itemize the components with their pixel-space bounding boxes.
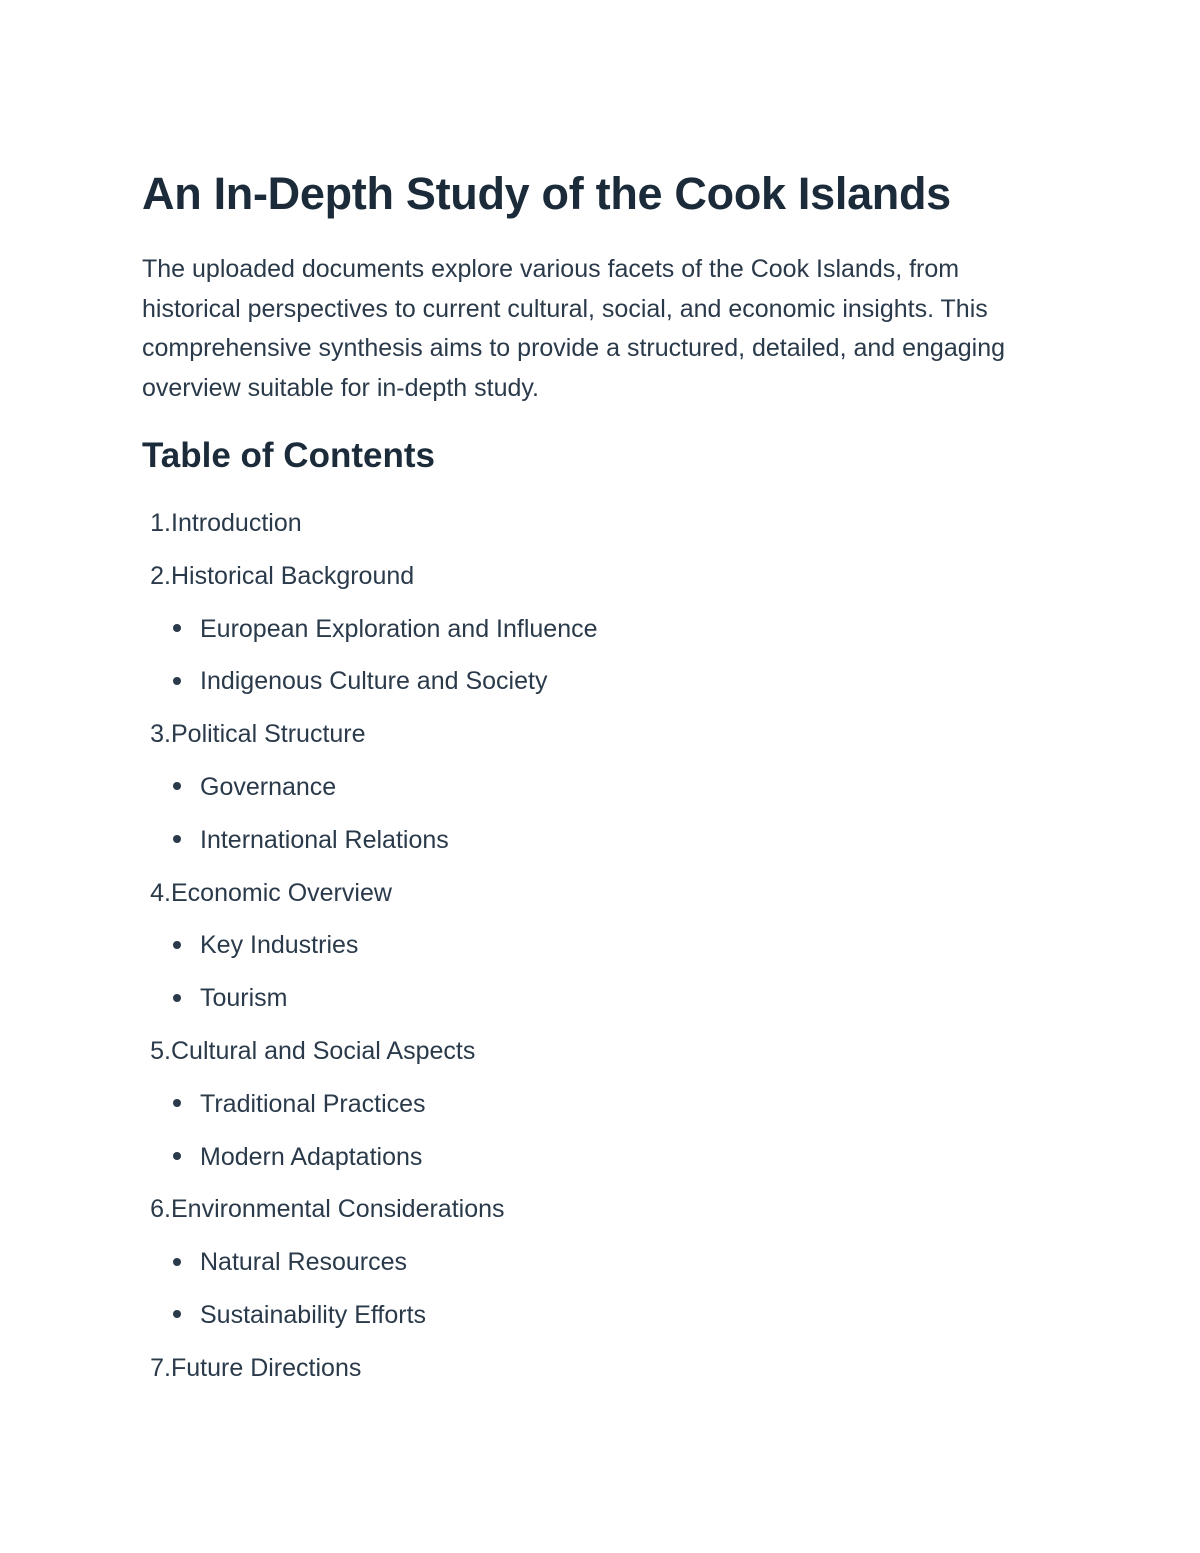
bullet-icon <box>173 677 181 685</box>
bullet-icon <box>173 994 181 1002</box>
toc-subitem <box>171 1298 426 1332</box>
toc-item-label: Political Structure <box>171 720 366 749</box>
toc-item-label: Introduction <box>171 509 302 537</box>
bullet-icon <box>173 835 181 843</box>
toc-subitem <box>171 823 449 857</box>
toc-heading: Table of Contents <box>142 436 435 475</box>
toc-subitem-label: Natural Resources <box>200 1248 408 1277</box>
toc-subitem-label: Traditional Practices <box>200 1089 426 1118</box>
toc-item <box>142 559 414 593</box>
bullet-icon <box>173 1310 181 1318</box>
toc-item <box>142 1034 475 1068</box>
toc-subitem <box>171 928 358 962</box>
toc-item-label: Cultural and Social Aspects <box>171 1037 476 1065</box>
toc-subitem <box>171 981 288 1015</box>
bullet-icon <box>173 1152 181 1160</box>
toc-subitem <box>171 1245 407 1279</box>
toc-item-number: 5. <box>150 1037 171 1065</box>
bullet-icon <box>173 941 181 949</box>
bullet-icon <box>173 624 181 632</box>
toc-item-label: Economic Overview <box>171 878 392 907</box>
toc-subitem <box>171 612 598 646</box>
toc-item <box>142 1192 505 1226</box>
toc-subitem-label: Key Industries <box>200 931 359 960</box>
toc-item <box>142 876 392 910</box>
intro-paragraph: The uploaded documents explore various facets of the Cook Islands, from historical perspectives to current cultural, social, and economic insights. This comprehensive synthesis aims to provide a structured, detailed, and engaging overview suitable for in-depth study. <box>142 255 1006 402</box>
toc-subitem-label: Modern Adaptations <box>200 1142 423 1171</box>
toc-item-label: Environmental Considerations <box>171 1195 505 1224</box>
bullet-icon <box>173 1258 181 1266</box>
toc-item-number: 3. <box>150 720 171 749</box>
toc-item-number: 2. <box>150 561 171 590</box>
toc-item-number: 6. <box>150 1195 171 1224</box>
toc-item <box>142 717 366 751</box>
toc-item <box>142 506 302 540</box>
toc-subitem-label: Indigenous Culture and Society <box>200 667 548 696</box>
bullet-icon <box>173 1099 181 1107</box>
toc-subitem <box>171 1087 426 1121</box>
toc-item-number: 4. <box>150 878 171 907</box>
toc-subitem-label: Sustainability Efforts <box>200 1301 427 1329</box>
toc-item-label: Future Directions <box>171 1353 362 1382</box>
toc-item-label: Historical Background <box>171 561 415 590</box>
toc-subitem-label: International Relations <box>200 825 449 854</box>
toc-subitem <box>171 664 547 698</box>
toc-item-number: 7. <box>150 1353 171 1382</box>
toc-subitem <box>171 1140 422 1174</box>
document-title: An In-Depth Study of the Cook Islands <box>142 168 951 219</box>
toc-subitem <box>171 770 336 804</box>
toc-item-number: 1. <box>150 509 171 537</box>
bullet-icon <box>173 782 181 790</box>
toc-subitem-label: Governance <box>200 773 337 801</box>
toc-subitem-label: European Exploration and Influence <box>200 614 598 643</box>
toc-item <box>142 1351 361 1385</box>
toc-subitem-label: Tourism <box>200 984 288 1013</box>
